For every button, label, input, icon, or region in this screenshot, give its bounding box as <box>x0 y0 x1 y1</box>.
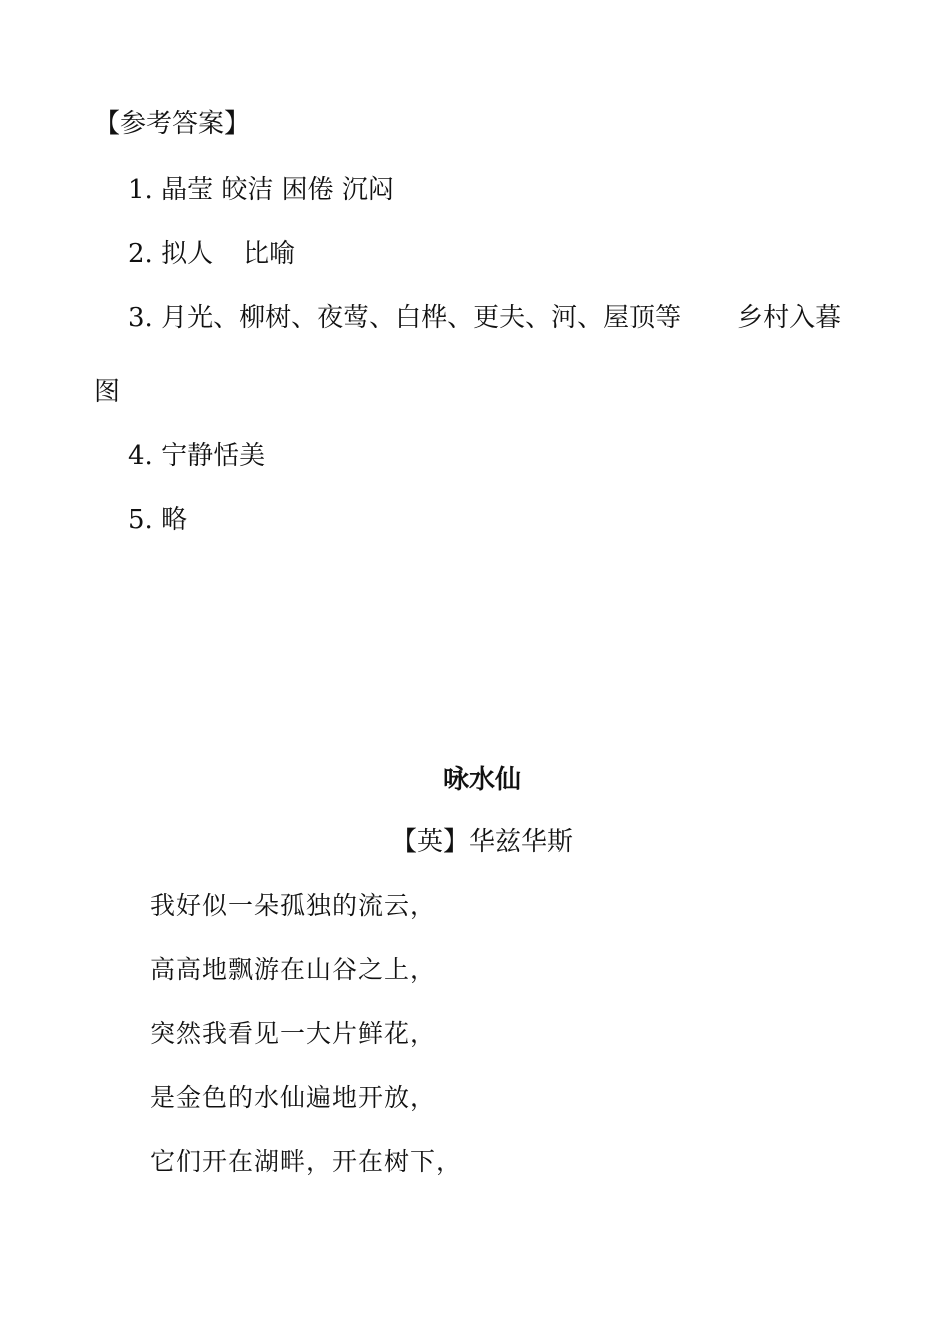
answer-number: 4. <box>128 441 153 471</box>
poem-line: 是金色的水仙遍地开放， <box>150 1083 437 1112</box>
answer-text: 晶莹 皎洁 困倦 沉闷 <box>161 175 394 205</box>
answer-number: 5. <box>128 505 153 535</box>
answer-text: 略 <box>161 505 188 535</box>
answer-text-secondary: 比喻 <box>243 239 296 269</box>
poem-line: 高高地飘游在山谷之上， <box>150 955 437 984</box>
answer-item-5 <box>128 500 187 540</box>
answer-item-1 <box>128 170 394 210</box>
answer-item-3 <box>128 298 841 338</box>
poem-line: 我好似一朵孤独的流云， <box>150 891 437 920</box>
poem-title: 咏水仙 <box>442 765 521 795</box>
answer-text: 月光、柳树、夜莺、白桦、更夫、河、屋顶等 <box>161 303 682 333</box>
poem-line: 它们开在湖畔，开在树下， <box>150 1147 463 1176</box>
answer-item-3-continuation: 图 <box>94 377 121 407</box>
answer-text-secondary: 乡村入暮 <box>737 303 842 333</box>
answer-text: 拟人 <box>161 239 214 269</box>
answer-item-2 <box>128 234 295 274</box>
poem-author: 【英】华兹华斯 <box>390 827 573 857</box>
answers-heading: 【参考答案】 <box>94 109 251 139</box>
answer-number: 2. <box>128 239 153 269</box>
answer-item-4 <box>128 436 265 476</box>
answer-text: 宁静恬美 <box>161 441 266 471</box>
answer-number: 3. <box>128 303 153 333</box>
answer-number: 1. <box>128 175 153 205</box>
poem-line: 突然我看见一大片鲜花， <box>150 1019 437 1048</box>
